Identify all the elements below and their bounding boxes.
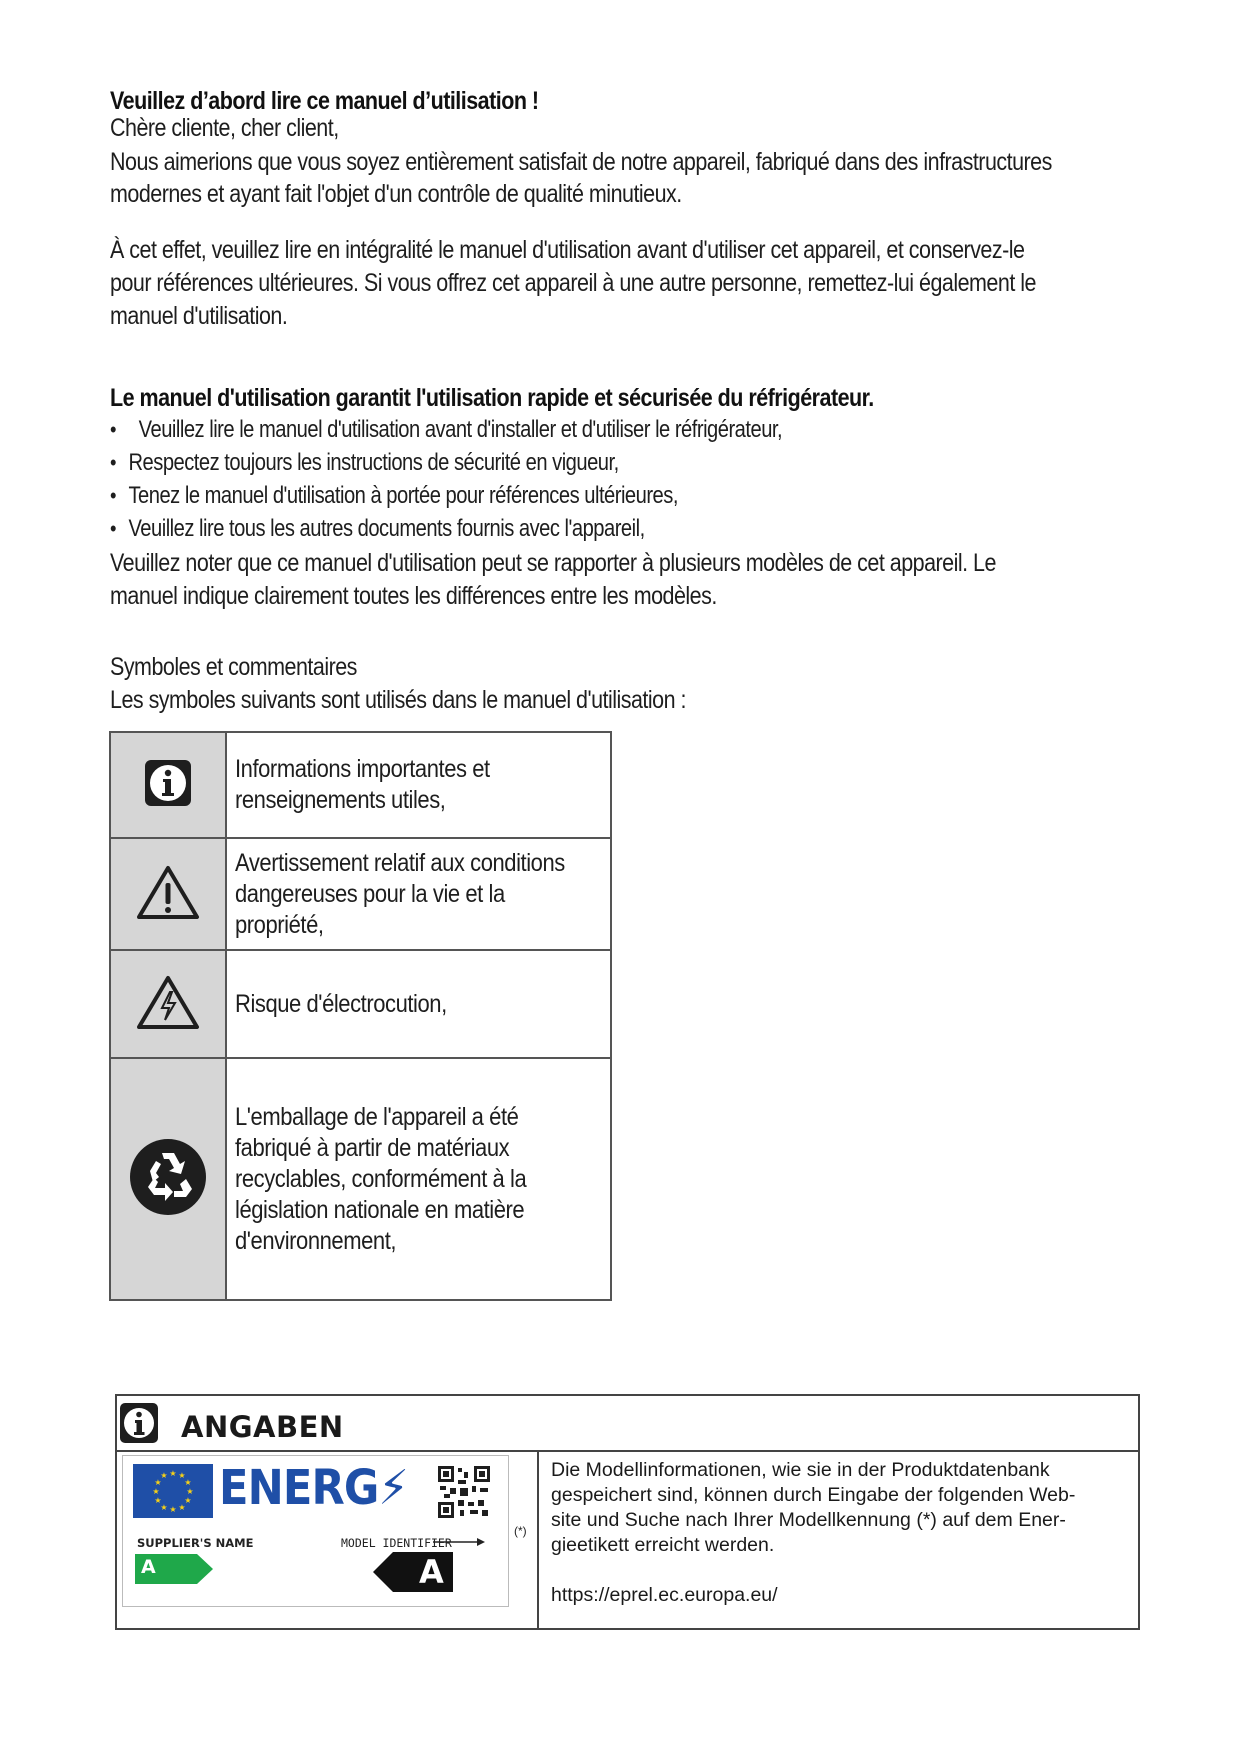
svg-text:★: ★ bbox=[184, 1496, 192, 1505]
svg-text:★: ★ bbox=[169, 1505, 177, 1514]
bullet-item: • Veuillez lire tous les autres documents fournis avec l'appareil, bbox=[110, 515, 645, 542]
svg-text:★: ★ bbox=[154, 1478, 162, 1487]
svg-text:★: ★ bbox=[160, 1471, 168, 1480]
bullet-item: • Veuillez lire le manuel d'utilisation avant d'installer et d'utiliser le réfrigérateur, bbox=[110, 416, 783, 443]
energy-logo: ENERG⚡ bbox=[219, 1460, 408, 1516]
svg-text:★: ★ bbox=[160, 1503, 168, 1512]
electric-shock-icon bbox=[136, 974, 200, 1030]
intro-line: Chère cliente, cher client, bbox=[110, 114, 339, 142]
symbol-text-cell: L'emballage de l'appareil a été fabriqué à partir de matériaux recyclables, conformément à la législation nationale en matière d'environnement, bbox=[226, 1058, 611, 1300]
svg-text:★: ★ bbox=[154, 1496, 162, 1505]
qr-code-icon bbox=[438, 1466, 490, 1518]
intro-line: pour références ultérieures. Si vous offrez cet appareil à une autre personne, remettez-lui également le bbox=[110, 269, 1036, 297]
eu-stars-icon bbox=[133, 1464, 213, 1518]
star-note: (*) bbox=[514, 1524, 527, 1538]
warning-icon bbox=[136, 864, 200, 920]
symbol-row bbox=[110, 1058, 611, 1300]
energy-class-left: A bbox=[141, 1556, 156, 1578]
symbol-row bbox=[110, 838, 611, 950]
symbols-table bbox=[109, 731, 612, 1301]
svg-text:★: ★ bbox=[178, 1471, 186, 1480]
angaben-divider bbox=[537, 1450, 539, 1628]
intro-line: Nous aimerions que vous soyez entièrement satisfait de notre appareil, fabriqué dans des infrastructures bbox=[110, 148, 1052, 176]
symbol-text-cell: Avertissement relatif aux conditions dangereuses pour la vie et la propriété, bbox=[226, 838, 611, 950]
svg-text:★: ★ bbox=[186, 1487, 194, 1496]
eprel-link[interactable]: https://eprel.ec.europa.eu/ bbox=[551, 1584, 778, 1606]
bullet-item: • Tenez le manuel d'utilisation à portée pour références ultérieures, bbox=[110, 482, 678, 509]
angaben-text: Die Modellinformationen, wie sie in der Produktdatenbank gespeichert sind, können durch Eingabe der folgenden Web- site und Suche nach Ihrer Modellkennung (*) auf dem Ener- gieetikett erreicht werden. bbox=[551, 1459, 1076, 1556]
intro-line: modernes et ayant fait l'objet d'un contrôle de qualité minutieux. bbox=[110, 180, 682, 208]
bullet-item: • Respectez toujours les instructions de sécurité en vigueur, bbox=[110, 449, 619, 476]
recycle-icon bbox=[128, 1137, 208, 1217]
energy-class-right: A bbox=[419, 1553, 444, 1591]
eu-flag bbox=[133, 1464, 213, 1518]
info-icon bbox=[119, 1402, 159, 1444]
supplier-name: SUPPLIER'S NAME bbox=[137, 1536, 254, 1550]
symbols-title: Symboles et commentaires bbox=[110, 653, 357, 681]
arrow-right-icon bbox=[433, 1536, 485, 1548]
intro-heading: Veuillez d’abord lire ce manuel d’utilisation ! bbox=[110, 87, 539, 115]
svg-text:★: ★ bbox=[152, 1487, 160, 1496]
guide-heading: Le manuel d'utilisation garantit l'utilisation rapide et sécurisée du réfrigérateur. bbox=[110, 384, 874, 412]
note-line: Veuillez noter que ce manuel d'utilisation peut se rapporter à plusieurs modèles de cet appareil. Le bbox=[110, 549, 996, 577]
angaben-header bbox=[117, 1396, 1138, 1452]
svg-text:★: ★ bbox=[178, 1503, 186, 1512]
symbol-icon-cell bbox=[110, 1058, 226, 1300]
symbol-icon-cell bbox=[110, 950, 226, 1058]
model-identifier: MODEL IDENTIFIER bbox=[341, 1536, 452, 1550]
symbols-subtitle: Les symboles suivants sont utilisés dans le manuel d'utilisation : bbox=[110, 686, 686, 714]
angaben-title: ANGABEN bbox=[181, 1410, 344, 1444]
note-line: manuel indique clairement toutes les différences entre les modèles. bbox=[110, 582, 717, 610]
symbol-row bbox=[110, 732, 611, 838]
symbol-icon-cell bbox=[110, 838, 226, 950]
intro-line: manuel d'utilisation. bbox=[110, 302, 288, 330]
svg-text:★: ★ bbox=[184, 1478, 192, 1487]
svg-text:★: ★ bbox=[169, 1469, 177, 1478]
info-icon bbox=[143, 758, 193, 808]
angaben-box bbox=[115, 1394, 1140, 1630]
energy-label bbox=[122, 1455, 509, 1607]
symbol-icon-cell bbox=[110, 732, 226, 838]
intro-line: À cet effet, veuillez lire en intégralité le manuel d'utilisation avant d'utiliser cet appareil, et conservez-le bbox=[110, 236, 1025, 264]
symbol-row bbox=[110, 950, 611, 1058]
symbol-text-cell: Informations importantes et renseignements utiles, bbox=[226, 732, 611, 838]
symbol-text-cell: Risque d'électrocution, bbox=[226, 950, 611, 1058]
